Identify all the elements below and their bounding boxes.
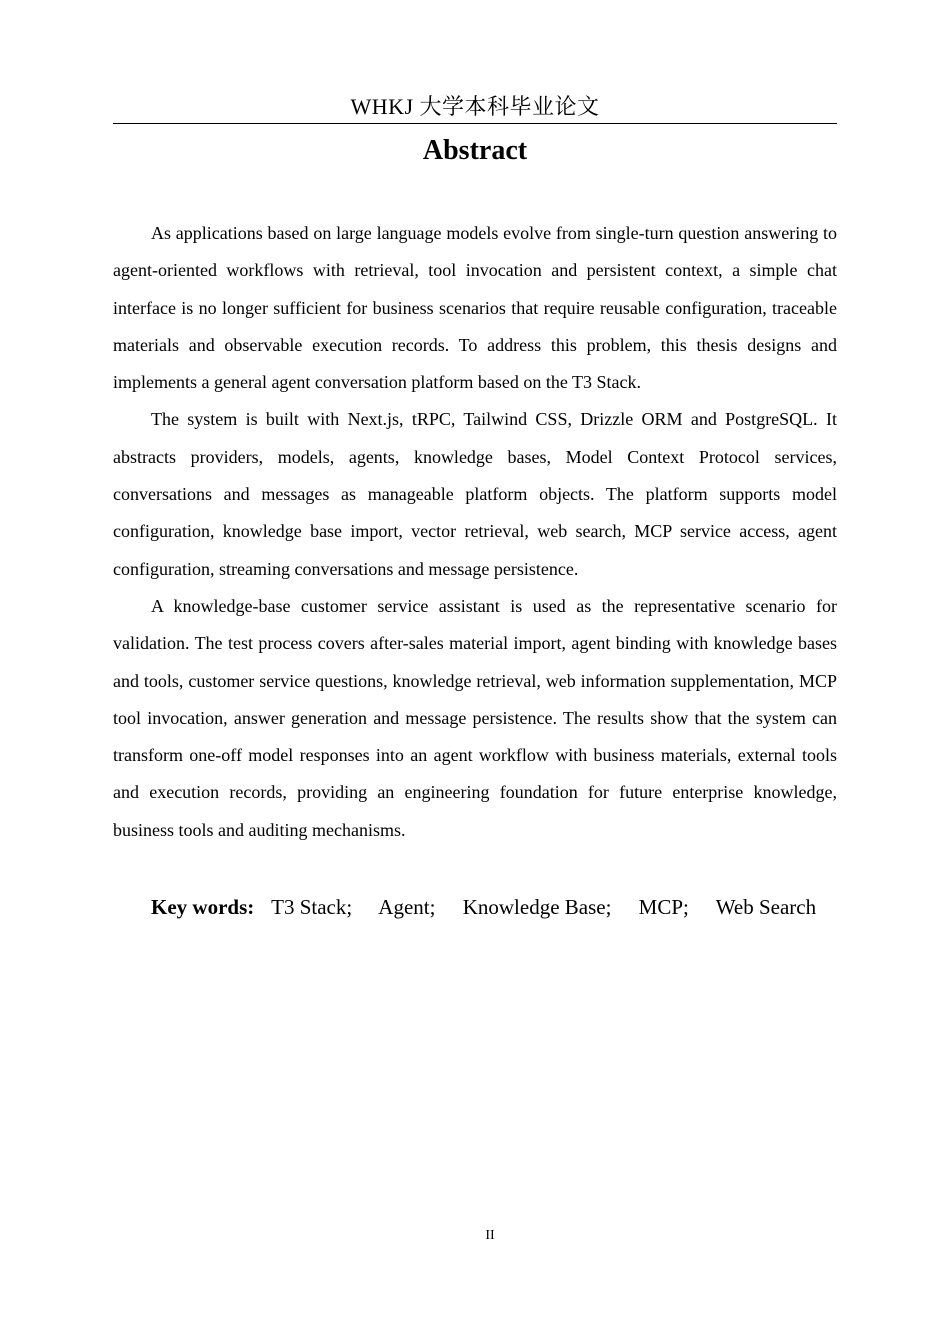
abstract-paragraph-3: A knowledge-base customer service assistant is used as the representative scenario for validation. The test process covers after-sales material import, agent binding with knowledge bases and tools, customer service questions, knowledge retrieval, web information supplementation, MCP tool invocation, answer generation and message persistence. The results show that the system can transform one-off model responses into an agent workflow with business materials, external tools and execution records, providing an engineering foundation for future enterprise knowledge, business tools and auditing mechanisms. bbox=[113, 595, 837, 840]
keyword-item: Agent; bbox=[378, 895, 436, 919]
page-number: II bbox=[485, 1228, 495, 1243]
keyword-item: MCP; bbox=[638, 895, 689, 919]
abstract-body bbox=[113, 215, 837, 849]
keywords-line bbox=[151, 890, 851, 924]
header-rule bbox=[113, 123, 837, 124]
abstract-paragraph-2: The system is built with Next.js, tRPC, Tailwind CSS, Drizzle ORM and PostgreSQL. It abstracts providers, models, agents, knowledge bases, Model Context Protocol services, conversations and messages as manageable platform objects. The platform supports model configuration, knowledge base import, vector retrieval, web search, MCP service access, agent configuration, streaming conversations and message persistence. bbox=[113, 409, 837, 579]
keyword-item: Knowledge Base; bbox=[462, 895, 612, 919]
keyword-item: T3 Stack; bbox=[271, 895, 353, 919]
abstract-title: Abstract bbox=[422, 135, 528, 166]
abstract-paragraph-1: As applications based on large language models evolve from single-turn question answering to agent-oriented workflows with retrieval, tool invocation and persistent context, a simple chat interface is no longer sufficient for business scenarios that require reusable configuration, traceable materials and observable execution records. To address this problem, this thesis designs and implements a general agent conversation platform based on the T3 Stack. bbox=[113, 223, 837, 393]
keywords-label: Key words: bbox=[151, 895, 255, 919]
keyword-item: Web Search bbox=[715, 895, 817, 919]
running-header: WHKJ 大学本科毕业论文 bbox=[350, 94, 600, 119]
